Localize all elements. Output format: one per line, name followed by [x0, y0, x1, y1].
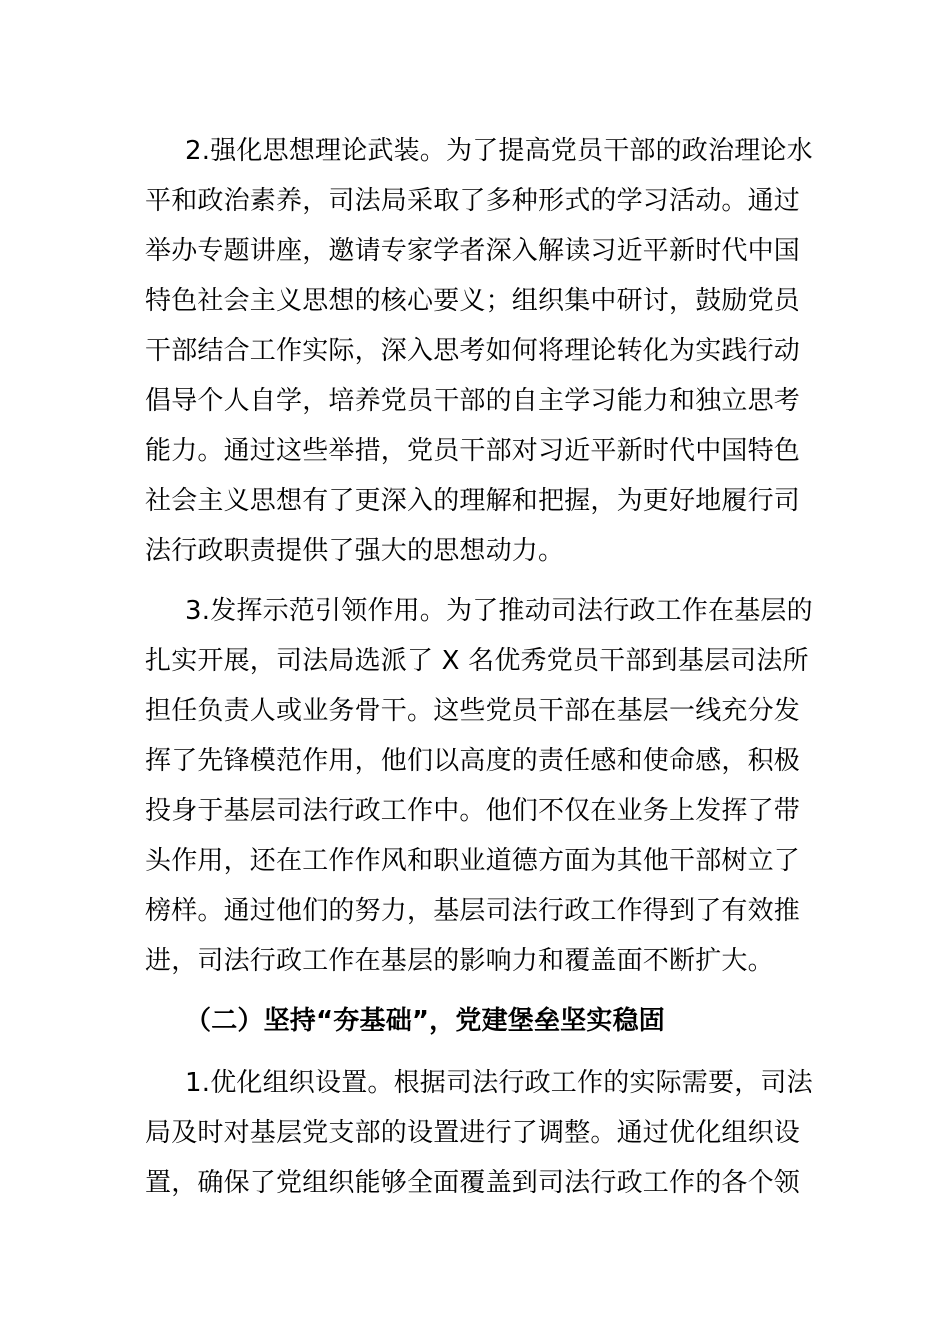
paragraph-line: 头作用，还在工作作风和职业道德方面为其他干部树立了	[145, 846, 801, 876]
paragraph-line: 能力。通过这些举措，党员干部对习近平新时代中国特色	[145, 436, 801, 466]
paragraph-line: 榜样。通过他们的努力，基层司法行政工作得到了有效推	[145, 896, 801, 926]
paragraph-line: 3.发挥示范引领作用。为了推动司法行政工作在基层的	[185, 596, 813, 626]
paragraph-line: 挥了先锋模范作用，他们以高度的责任感和使命感，积极	[145, 746, 801, 776]
paragraph-line: 平和政治素养，司法局采取了多种形式的学习活动。通过	[145, 186, 801, 216]
paragraph-line: 进，司法行政工作在基层的影响力和覆盖面不断扩大。	[145, 946, 774, 976]
section-heading-text: （二）坚持“夯基础”，党建堡垒坚实稳固	[185, 1006, 665, 1036]
paragraph-line: 倡导个人自学，培养党员干部的自主学习能力和独立思考	[145, 386, 801, 416]
paragraph-line: 扎实开展，司法局选派了 X 名优秀党员干部到基层司法所	[145, 646, 809, 676]
paragraph-line: 举办专题讲座，邀请专家学者深入解读习近平新时代中国	[145, 236, 801, 266]
paragraph-line: 法行政职责提供了强大的思想动力。	[145, 536, 565, 566]
paragraph-line: 担任负责人或业务骨干。这些党员干部在基层一线充分发	[145, 696, 801, 726]
paragraph-1	[145, 126, 817, 576]
section-heading	[145, 996, 817, 1046]
paragraph-line: 投身于基层司法行政工作中。他们不仅在业务上发挥了带	[145, 796, 801, 826]
paragraph-line: 2.强化思想理论武装。为了提高党员干部的政治理论水	[185, 136, 813, 166]
paragraph-line: 局及时对基层党支部的设置进行了调整。通过优化组织设	[145, 1118, 801, 1148]
paragraph-line: 1.优化组织设置。根据司法行政工作的实际需要，司法	[185, 1068, 813, 1098]
paragraph-3	[145, 1058, 817, 1208]
paragraph-line: 干部结合工作实际，深入思考如何将理论转化为实践行动	[145, 336, 801, 366]
paragraph-2	[145, 586, 817, 986]
paragraph-line: 置，确保了党组织能够全面覆盖到司法行政工作的各个领	[145, 1168, 801, 1198]
paragraph-line: 社会主义思想有了更深入的理解和把握，为更好地履行司	[145, 486, 801, 516]
paragraph-line: 特色社会主义思想的核心要义；组织集中研讨，鼓励党员	[145, 286, 801, 316]
